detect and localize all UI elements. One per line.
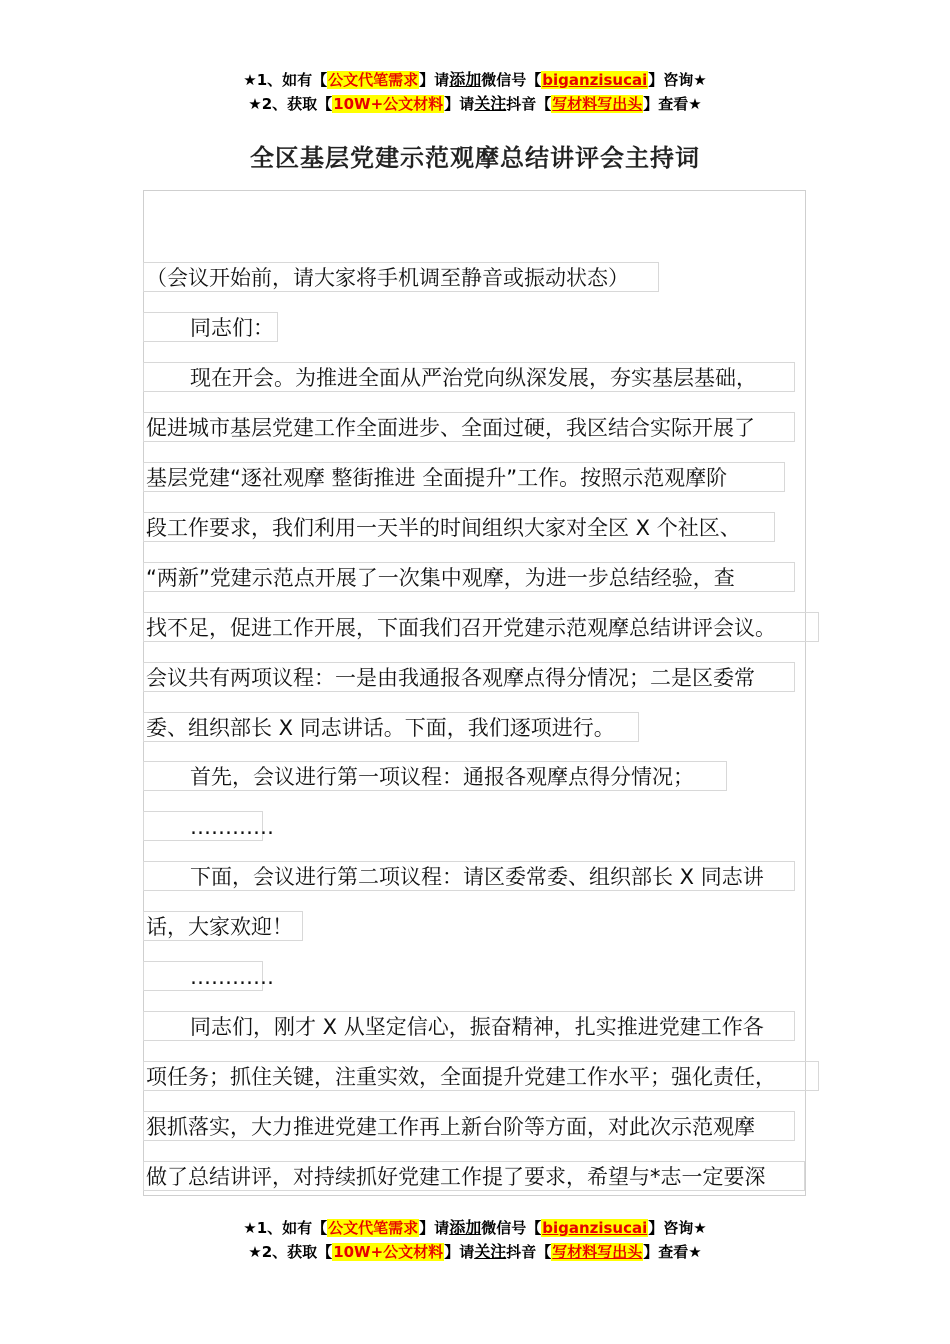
banner-highlight: 公文代笔需求 bbox=[328, 1219, 419, 1237]
document-line: 找不足，促进工作开展，下面我们召开党建示范观摩总结讲评会议。 bbox=[143, 612, 819, 642]
banner-highlight: 10W+公文材料 bbox=[333, 95, 444, 113]
banner-line-2: ★2、获取【10W+公文材料】请关注抖音【写材料写出头】查看★ bbox=[248, 1242, 702, 1261]
document-line: 首先，会议进行第一项议程：通报各观摩点得分情况； bbox=[143, 761, 727, 791]
document-line: 同志们： bbox=[143, 312, 278, 342]
document-line: 下面，会议进行第二项议程：请区委常委、组织部长 X 同志讲 bbox=[143, 861, 795, 891]
document-line: 做了总结讲评，对持续抓好党建工作提了要求，希望与*志一定要深 bbox=[143, 1161, 805, 1191]
document-ellipsis: ………… bbox=[143, 961, 263, 991]
document-line: 现在开会。为推进全面从严治党向纵深发展，夯实基层基础， bbox=[143, 362, 795, 392]
document-line: 段工作要求，我们利用一天半的时间组织大家对全区 X 个社区、 bbox=[143, 512, 775, 542]
banner-line-2: ★2、获取【10W+公文材料】请关注抖音【写材料写出头】查看★ bbox=[248, 94, 702, 113]
document-line: 狠抓落实，大力推进党建工作再上新台阶等方面，对此次示范观摩 bbox=[143, 1111, 795, 1141]
document-line: 话，大家欢迎！ bbox=[143, 911, 303, 941]
banner-line-1: ★1、如有【公文代笔需求】请添加微信号【biganzisucai】咨询★ bbox=[243, 1218, 707, 1237]
document-line: “两新”党建示范点开展了一次集中观摩，为进一步总结经验，查 bbox=[143, 562, 795, 592]
document-line: 基层党建“逐社观摩 整街推进 全面提升”工作。按照示范观摩阶 bbox=[143, 462, 785, 492]
document-line: （会议开始前，请大家将手机调至静音或振动状态） bbox=[143, 262, 659, 292]
top-banner bbox=[0, 68, 950, 116]
banner-wechat-id: biganzisucai bbox=[542, 1219, 648, 1237]
document-line: 项任务；抓住关键，注重实效，全面提升党建工作水平；强化责任， bbox=[143, 1061, 819, 1091]
document-line: 委、组织部长 X 同志讲话。下面，我们逐项进行。 bbox=[143, 712, 639, 742]
banner-douyin-account: 写材料写出头 bbox=[552, 1243, 643, 1261]
banner-highlight: 10W+公文材料 bbox=[333, 1243, 444, 1261]
banner-highlight: 公文代笔需求 bbox=[328, 71, 419, 89]
banner-line-1: ★1、如有【公文代笔需求】请添加微信号【biganzisucai】咨询★ bbox=[243, 70, 707, 89]
document-line: 会议共有两项议程：一是由我通报各观摩点得分情况；二是区委常 bbox=[143, 662, 795, 692]
banner-douyin-account: 写材料写出头 bbox=[552, 95, 643, 113]
document-title: 全区基层党建示范观摩总结讲评会主持词 bbox=[250, 144, 700, 172]
banner-wechat-id: biganzisucai bbox=[542, 71, 648, 89]
document-line: 同志们，刚才 X 从坚定信心，振奋精神，扎实推进党建工作各 bbox=[143, 1011, 795, 1041]
bottom-banner bbox=[0, 1216, 950, 1264]
document-ellipsis: ………… bbox=[143, 811, 263, 841]
document-line: 促进城市基层党建工作全面进步、全面过硬，我区结合实际开展了 bbox=[143, 412, 795, 442]
